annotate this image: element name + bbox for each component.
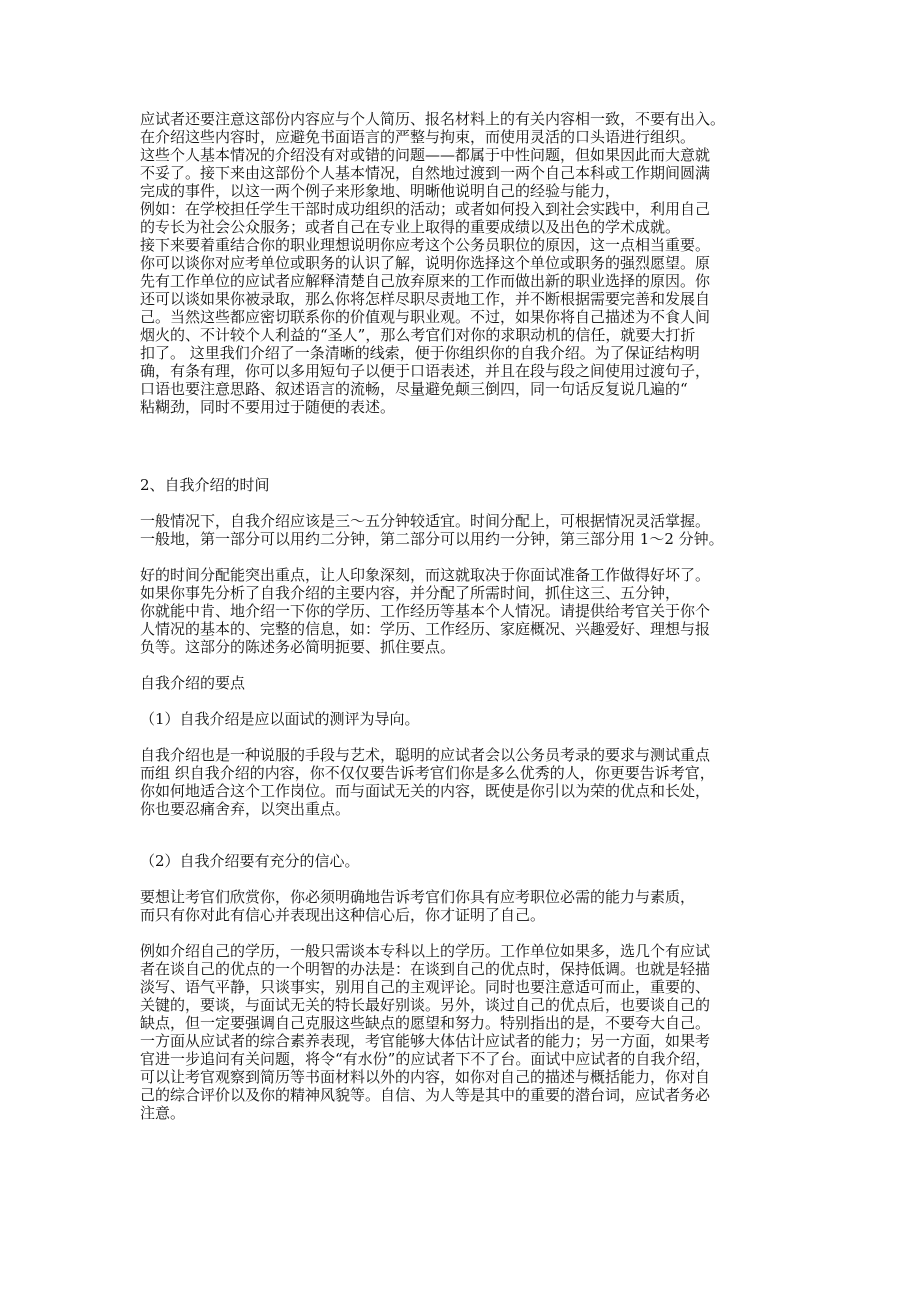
text-line: 扣了。 这里我们介绍了一条清晰的线索，便于你组织你的自我介绍。为了保证结构明	[140, 344, 700, 362]
point1-paragraph	[140, 746, 790, 818]
text-line: 好的时间分配能突出重点，让人印象深刻，而这就取决于你面试准备工作做得好坏了。	[140, 566, 711, 584]
text-line: 负等。这部分的陈述务必简明扼要、抓住要点。	[140, 638, 456, 656]
text-line: 这些个人基本情况的介绍没有对或错的问题——都属于中性问题，但如果因此而大意就	[140, 146, 711, 164]
point2-paragraph-1	[140, 888, 790, 924]
text-line: 接下来要着重结合你的职业理想说明你应考这个公务员职位的原因，这一点相当重要。	[140, 236, 711, 254]
text-line: 要想让考官们欣赏你，你必须明确地告诉考官们你具有应考职位必需的能力与素质，	[140, 888, 696, 906]
document-page	[140, 110, 790, 1122]
text-line: 完成的事件，以这一两个例子来形象地、明晰他说明自己的经验与能力，	[140, 182, 621, 200]
text-line: 一般情况下，自我介绍应该是三～五分钟较适宜。时间分配上，可根据情况灵活掌握。	[140, 512, 711, 530]
text-line: 你也要忍痛舍弃，以突出重点。	[140, 800, 351, 818]
spacer	[140, 924, 790, 942]
spacer	[140, 548, 790, 566]
text-line: 先有工作单位的应试者应解释清楚自己放弃原来的工作而做出新的职业选择的原因。你	[140, 272, 711, 290]
text-line: 还可以谈如果你被录取，那么你将怎样尽职尽责地工作，并不断根据需要完善和发展自	[140, 290, 711, 308]
section2-heading: 2、自我介绍的时间	[140, 476, 270, 494]
spacer	[140, 870, 790, 888]
text-line: 一方面从应试者的综合素养表现，考官能够大体估计应试者的能力；另一方面，如果考	[140, 1032, 711, 1050]
spacer	[140, 656, 790, 674]
text-line: 你如何地适合这个工作岗位。而与面试无关的内容，既使是你引以为荣的优点和长处，	[140, 782, 711, 800]
spacer	[140, 692, 790, 710]
text-line: 应试者还要注意这部份内容应与个人简历、报名材料上的有关内容相一致，不要有出入。	[140, 110, 726, 128]
text-line: 不妥了。接下来由这部份个人基本情况，自然地过渡到一两个自己本科或工作期间圆满	[140, 164, 711, 182]
text-line: 而只有你对此有信心并表现出这种信心后，你才证明了自己。	[140, 906, 546, 924]
text-line: 一般地，第一部分可以用约二分钟，第二部分可以用约一分钟，第三部分用 1～2 分钟。	[140, 530, 724, 548]
text-line: 者在谈自己的优点的一个明智的办法是：在谈到自己的优点时，保持低调。也就是轻描	[140, 960, 711, 978]
text-line: 你可以谈你对应考单位或职务的认识了解，说明你选择这个单位或职务的强烈愿望。原	[140, 254, 711, 272]
time-paragraph-2	[140, 566, 790, 656]
text-line: 口语也要注意思路、叙述语言的流畅，尽量避免颠三倒四，同一句话反复说几遍的“	[140, 380, 688, 398]
text-line: 在介绍这些内容时，应避免书面语言的严整与拘束，而使用灵活的口头语进行组织。	[140, 128, 696, 146]
text-line: 可以让考官观察到简历等书面材料以外的内容，如你对自己的描述与概括能力，你对自	[140, 1068, 711, 1086]
text-line: 缺点，但一定要强调自己克服这些缺点的愿望和努力。特别指出的是，不要夸大自己。	[140, 1014, 711, 1032]
text-line: 例如：在学校担任学生干部时成功组织的活动；或者如何投入到社会实践中，利用自己	[140, 200, 711, 218]
spacer	[140, 494, 790, 512]
text-line: 官进一步追问有关问题，将令“有水份”的应试者下不了台。面试中应试者的自我介绍，	[140, 1050, 711, 1068]
text-line: 注意。	[140, 1104, 186, 1122]
spacer	[140, 818, 790, 852]
text-line: 如果你事先分析了自我介绍的主要内容，并分配了所需时间，抓住这三、五分钟，	[140, 584, 681, 602]
key-points-heading: 自我介绍的要点	[140, 674, 246, 692]
point1-heading: （1）自我介绍是应以面试的测评为导向。	[140, 710, 420, 728]
point2-paragraph-2	[140, 942, 790, 1122]
text-line: 确，有条有理，你可以多用短句子以便于口语表述，并且在段与段之间使用过渡句子，	[140, 362, 711, 380]
intro-paragraph	[140, 110, 790, 416]
text-line: 淡写、语气平静，只谈事实，别用自己的主观评论。同时也要注意适可而止，重要的、	[140, 978, 711, 996]
text-line: 己。当然这些都应密切联系你的价值观与职业观。不过，如果你将自己描述为不食人间	[140, 308, 711, 326]
text-line: 人情况的基本的、完整的信息，如：学历、工作经历、家庭概况、兴趣爱好、理想与报	[140, 620, 711, 638]
spacer	[140, 728, 790, 746]
text-line: 己的综合评价以及你的精神风貌等。自信、为人等是其中的重要的潜台词，应试者务必	[140, 1086, 711, 1104]
text-line: 你就能中肯、地介绍一下你的学历、工作经历等基本个人情况。请提供给考官关于你个	[140, 602, 711, 620]
text-line: 烟火的、不计较个人利益的“圣人”，那么考官们对你的求职动机的信任，就要大打折	[140, 326, 696, 344]
text-line: 关键的，要谈，与面试无关的特长最好别谈。另外，谈过自己的优点后，也要谈自己的	[140, 996, 711, 1014]
point2-heading: （2）自我介绍要有充分的信心。	[140, 852, 360, 870]
time-paragraph-1	[140, 512, 790, 548]
text-line: 自我介绍也是一种说服的手段与艺术，聪明的应试者会以公务员考录的要求与测试重点	[140, 746, 711, 764]
text-line: 例如介绍自己的学历，一般只需谈本专科以上的学历。工作单位如果多，选几个有应试	[140, 942, 711, 960]
text-line: 粘糊劲，同时不要用过于随便的表述。	[140, 398, 396, 416]
text-line: 的专长为社会公众服务；或者自己在专业上取得的重要成绩以及出色的学术成就。	[140, 218, 681, 236]
spacer	[140, 416, 790, 476]
text-line: 而组 织自我介绍的内容，你不仅仅要告诉考官们你是多么优秀的人，你更要告诉考官，	[140, 764, 715, 782]
